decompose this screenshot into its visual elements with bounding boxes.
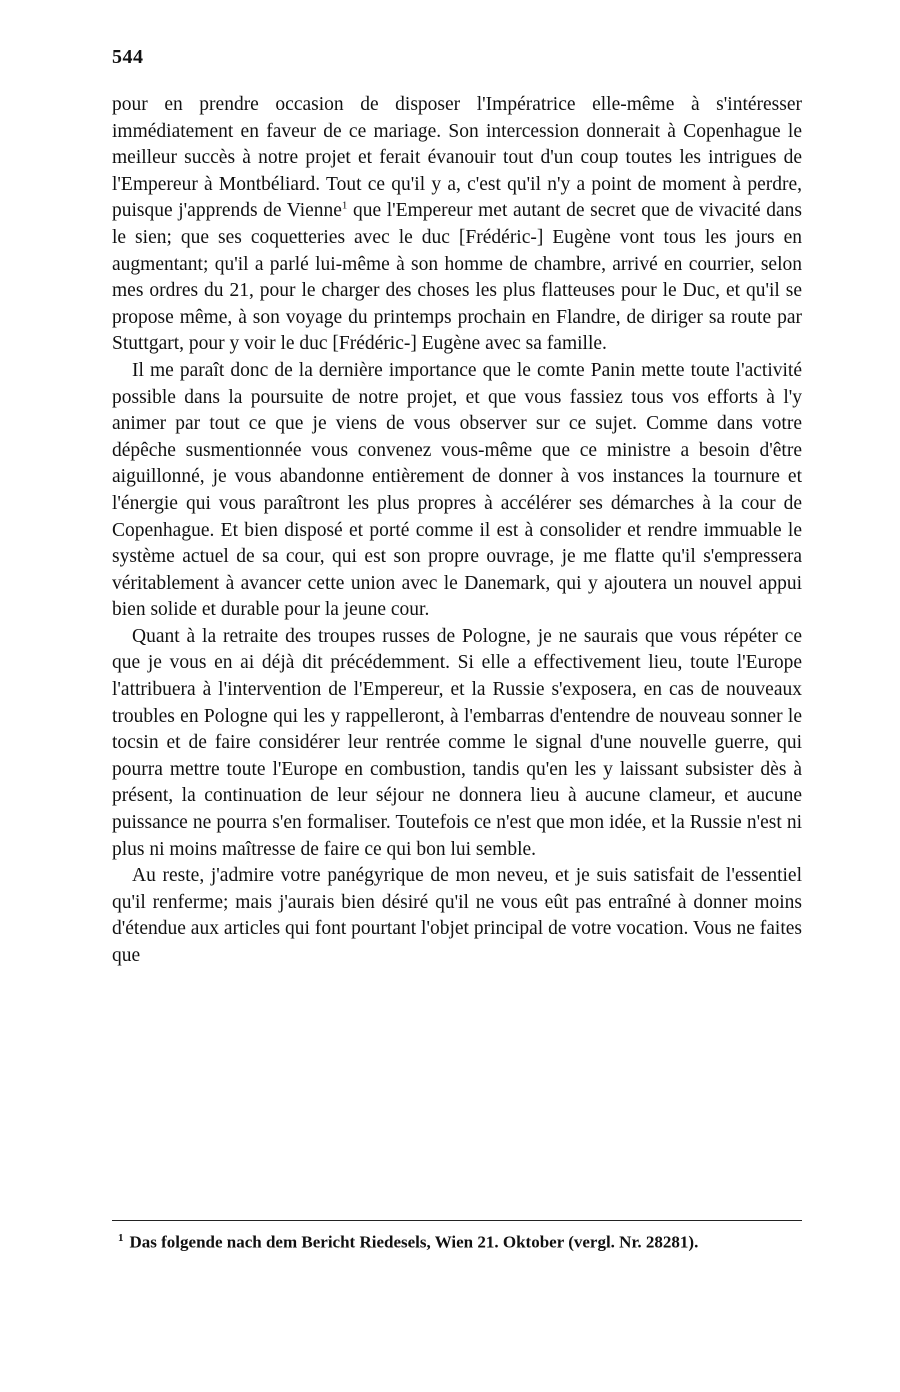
paragraph-1 — [112, 92, 802, 358]
footnote-text: Das folgende nach dem Bericht Riedesels, Wien 21. Oktober (vergl. Nr. 28281). — [129, 1232, 699, 1252]
page-number: 544 — [112, 46, 144, 68]
footnote — [118, 1227, 818, 1254]
body-text — [112, 92, 802, 970]
paragraph-4: Au reste, j'admire votre panégyrique de mon neveu, et je suis satisfait de l'essentiel qu'il renferme; mais j'aurais bien désiré qu'il ne vous eût pas entraîné à donner moins d'étendue aux articles qui font pourtant l'objet principal de votre vocation. Vous ne faites que — [112, 865, 802, 966]
footnote-reference: 1 — [341, 199, 348, 212]
paragraph-3: Quant à la retraite des troupes russes de Pologne, je ne saurais que vous répéter ce que je vous en ai déjà dit précédemment. Si elle a effectivement lieu, toute l'Europe l'attribuera à l'intervention de l'Empereur, et la Russie s'exposera, en cas de nouveaux troubles en Pologne qui les y rappelleront, à l'embarras d'entendre de nouveau sonner le tocsin et de faire considérer leur rentrée comme le signal d'une nouvelle guerre, qui pourra mettre toute l'Europe en combustion, tandis qu'en les y laissant subsister dès à présent, la continuation de leur séjour ne donnera lieu à aucune clameur, et aucune puissance ne pourra s'en formaliser. Toutefois ce n'est que mon idée, et la Russie n'est ni plus ni moins maîtresse de faire ce qui bon lui semble. — [112, 625, 802, 860]
paragraph-1-text-before-note: pour en prendre occasion de disposer l'Impératrice elle-même à s'intéresser immédiatement en faveur de ce mariage. Son intercession donnerait à Copenhague le meilleur succès à notre projet et ferait évanouir tout d'un coup toutes les intrigues de l'Empereur à Montbéliard. Tout ce qu'il y a, c'est qu'il n'y a point de moment à perdre, puisque j'apprends de Vienne — [112, 94, 802, 222]
paragraph-1-text-after-note: que l'Empereur met autant de secret que de vivacité dans le sien; que ses coquetteries avec le duc [Frédéric-] Eugène vont tous les jours en augmentant; qu'il a parlé lui-même à son homme de chambre, arrivé en courrier, selon mes ordres du 21, pour le charger des choses les plus flatteuses pour le Duc, et qu'il se propose même, à son voyage du printemps prochain en Flandre, de diriger sa route par Stuttgart, pour y voir le duc [Frédéric-] Eugène avec sa famille. — [112, 200, 802, 355]
footnote-divider — [112, 1220, 802, 1221]
paragraph-2: Il me paraît donc de la dernière importance que le comte Panin mette toute l'activité possible dans la poursuite de notre projet, et que vous fassiez tous vos efforts à l'y animer par tout ce que je viens de vous observer sur ce sujet. Comme dans votre dépêche susmentionnée vous convenez vous-même que ce ministre a besoin d'être aiguillonné, je vous abandonne entièrement de donner à vos instances la tournure et l'énergie qui vous paraîtront les plus propres à accélérer ses démarches à la cour de Copenhague. Et bien disposé et porté comme il est à consolider et rendre immuable le système actuel de sa cour, qui est son propre ouvrage, je me flatte qu'il s'empressera véritablement à avancer cette union avec le Danemark, qui y ajoutera un nouvel appui bien solide et durable pour la jeune cour. — [112, 359, 802, 621]
footnote-mark: 1 — [118, 1232, 124, 1244]
